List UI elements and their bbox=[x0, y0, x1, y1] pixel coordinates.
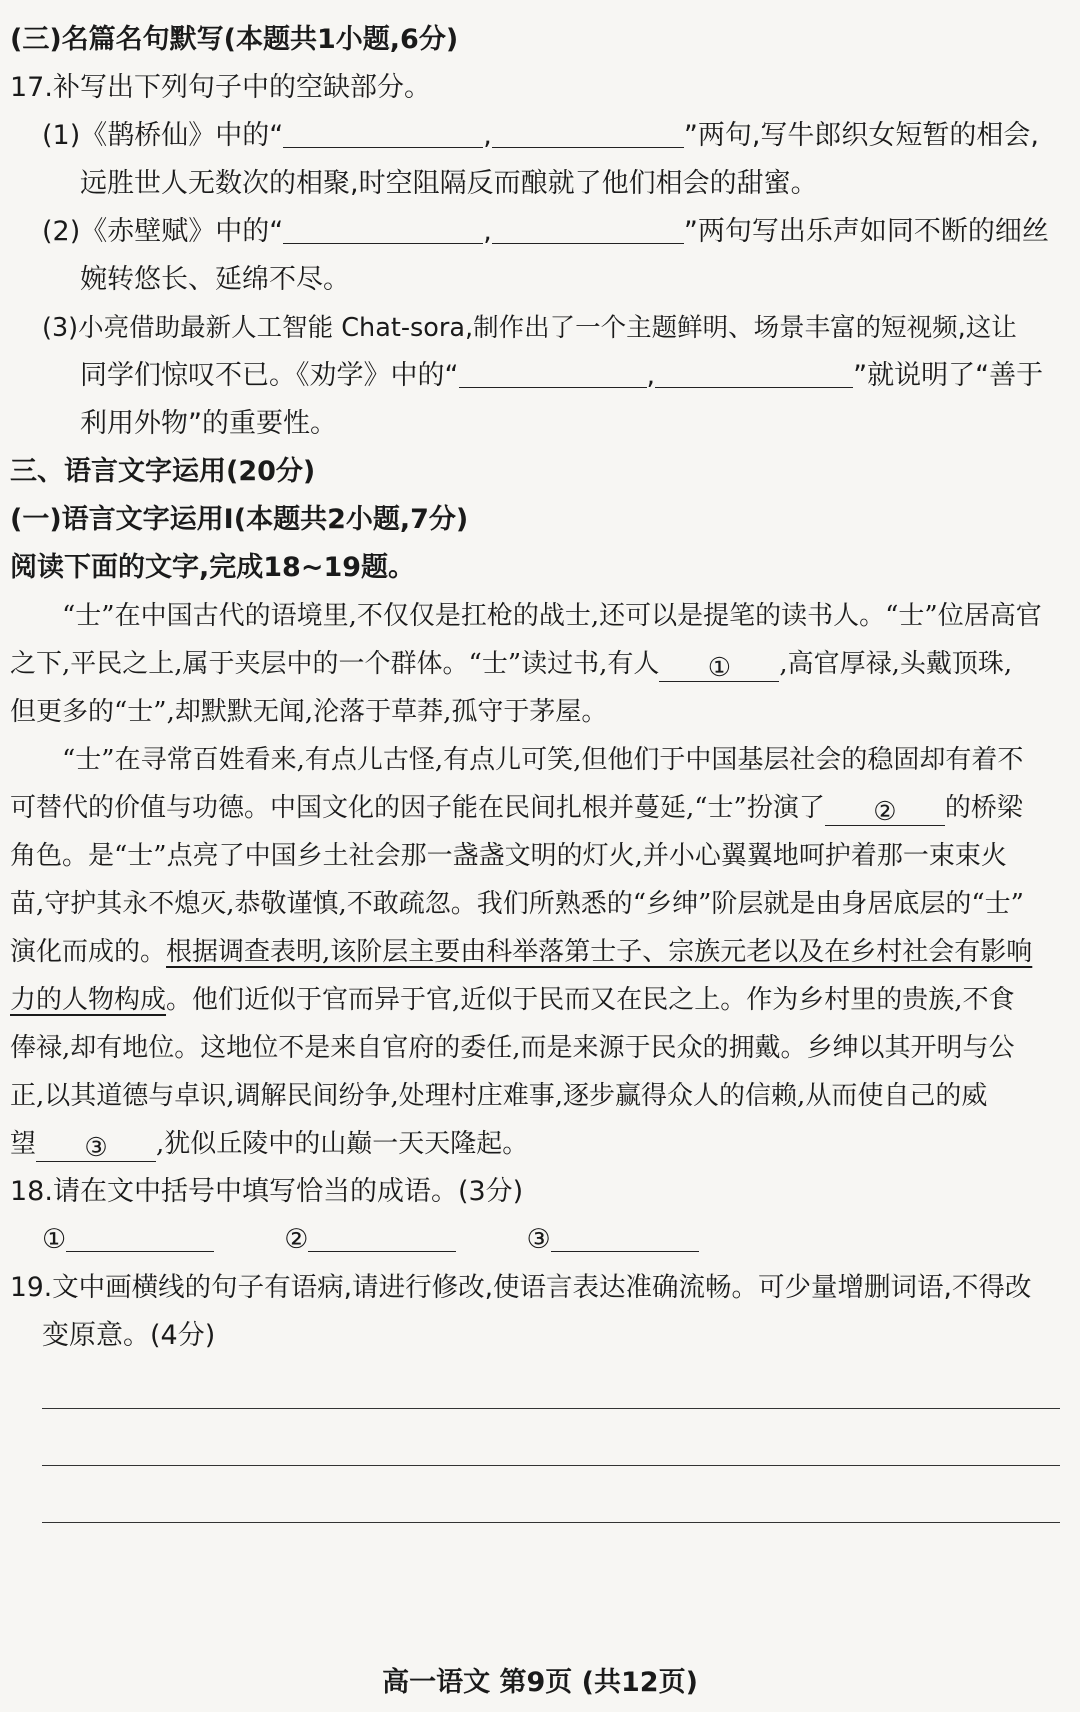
passage-line: “士”在寻常百姓看来,有点儿古怪,有点儿可笑,但他们于中国基层社会的稳固却有着不 bbox=[62, 745, 1024, 775]
question-17-item-1-cont: 远胜世人无数次的相聚,时空阻隔反而酿就了他们相会的甜蜜。 bbox=[80, 168, 818, 199]
blank-2[interactable]: ② bbox=[825, 799, 945, 826]
underlined-sentence: 根据调查表明,该阶层主要由科举落第士子、宗族元老以及在乡村社会有影响 bbox=[166, 937, 1033, 967]
passage-line: 正,以其道德与卓识,调解民间纷争,处理村庄难事,逐步赢得众人的信赖,从而使自己的威 bbox=[10, 1081, 988, 1111]
passage-line: 苗,守护其永不熄灭,恭敬谨慎,不敢疏忽。我们所熟悉的“乡绅”阶层就是由身居底层的“士” bbox=[10, 889, 1024, 919]
section-heading-famous-lines: (三)名篇名句默写(本题共1小题,6分) bbox=[10, 24, 459, 55]
passage-line: 角色。是“士”点亮了中国乡土社会那一盏盏文明的灯火,并小心翼翼地呵护着那一束束火 bbox=[10, 841, 1007, 871]
question-18-stem: 18.请在文中括号中填写恰当的成语。(3分) bbox=[10, 1176, 524, 1207]
question-19-stem-cont: 变原意。(4分) bbox=[42, 1320, 216, 1351]
question-17-item-3: (3)小亮借助最新人工智能 Chat-sora,制作出了一个主题鲜明、场景丰富的短视频,这让 bbox=[42, 313, 1017, 343]
passage-line: 但更多的“士”,却默默无闻,沦落于草莽,孤守于茅屋。 bbox=[10, 697, 608, 727]
answer-blank[interactable] bbox=[459, 361, 647, 388]
question-17-item-3-cont: 同学们惊叹不已。《劝学》中的“ , ”就说明了“善于 bbox=[80, 360, 1044, 391]
answer-blank[interactable] bbox=[283, 121, 483, 148]
question-17-item-2-cont: 婉转悠长、延绵不尽。 bbox=[80, 264, 350, 295]
passage-line: 演化而成的。根据调查表明,该阶层主要由科举落第士子、宗族元老以及在乡村社会有影响 bbox=[10, 937, 1033, 967]
question-17-item-2: (2)《赤壁赋》中的“ , ”两句写出乐声如同不断的细丝 bbox=[42, 216, 1049, 247]
answer-blank[interactable] bbox=[492, 217, 684, 244]
blank-3[interactable]: ③ bbox=[36, 1135, 156, 1162]
answer-blank[interactable] bbox=[492, 121, 684, 148]
part-heading-language-use: 三、语言文字运用(20分) bbox=[10, 456, 316, 487]
question-17-stem: 17.补写出下列句子中的空缺部分。 bbox=[10, 72, 431, 103]
answer-blank-2[interactable] bbox=[308, 1225, 456, 1252]
passage-line: 之下,平民之上,属于夹层中的一个群体。“士”读过书,有人 ① ,高官厚禄,头戴顶珠, bbox=[10, 649, 1013, 683]
question-18-answers: ① ② ③ bbox=[42, 1222, 1080, 1258]
answer-blank-3[interactable] bbox=[551, 1225, 699, 1252]
passage-line: 力的人物构成。他们近似于官而异于官,近似于民而又在民之上。作为乡村里的贵族,不食 bbox=[10, 985, 1015, 1015]
passage-line: 可替代的价值与功德。中国文化的因子能在民间扎根并蔓延,“士”扮演了 ② 的桥梁 bbox=[10, 793, 1023, 827]
question-17-item-1: (1)《鹊桥仙》中的“ , ”两句,写牛郎织女短暂的相会, bbox=[42, 120, 1039, 151]
page-footer: 高一语文 第9页 (共12页) bbox=[382, 1667, 698, 1698]
answer-blank[interactable] bbox=[655, 361, 853, 388]
passage-line: “士”在中国古代的语境里,不仅仅是扛枪的战士,还可以是提笔的读书人。“士”位居高官 bbox=[62, 601, 1042, 631]
answer-writing-line[interactable] bbox=[42, 1465, 1060, 1466]
passage-line: 俸禄,却有地位。这地位不是来自官府的委任,而是来源于民众的拥戴。乡绅以其开明与公 bbox=[10, 1033, 1015, 1063]
answer-blank[interactable] bbox=[283, 217, 483, 244]
answer-writing-line[interactable] bbox=[42, 1408, 1060, 1409]
answer-writing-line[interactable] bbox=[42, 1522, 1060, 1523]
answer-blank-1[interactable] bbox=[66, 1225, 214, 1252]
question-17-item-3-cont2: 利用外物”的重要性。 bbox=[80, 408, 337, 439]
subsection-heading: (一)语言文字运用Ⅰ(本题共2小题,7分) bbox=[10, 504, 469, 535]
question-19-stem: 19.文中画横线的句子有语病,请进行修改,使语言表达准确流畅。可少量增删词语,不得改 bbox=[10, 1272, 1032, 1303]
passage-line: 望 ③ ,犹似丘陵中的山巅一天天隆起。 bbox=[10, 1129, 529, 1163]
reading-instruction: 阅读下面的文字,完成18~19题。 bbox=[10, 552, 416, 583]
underlined-sentence: 力的人物构成 bbox=[10, 985, 167, 1015]
blank-1[interactable]: ① bbox=[659, 655, 779, 682]
